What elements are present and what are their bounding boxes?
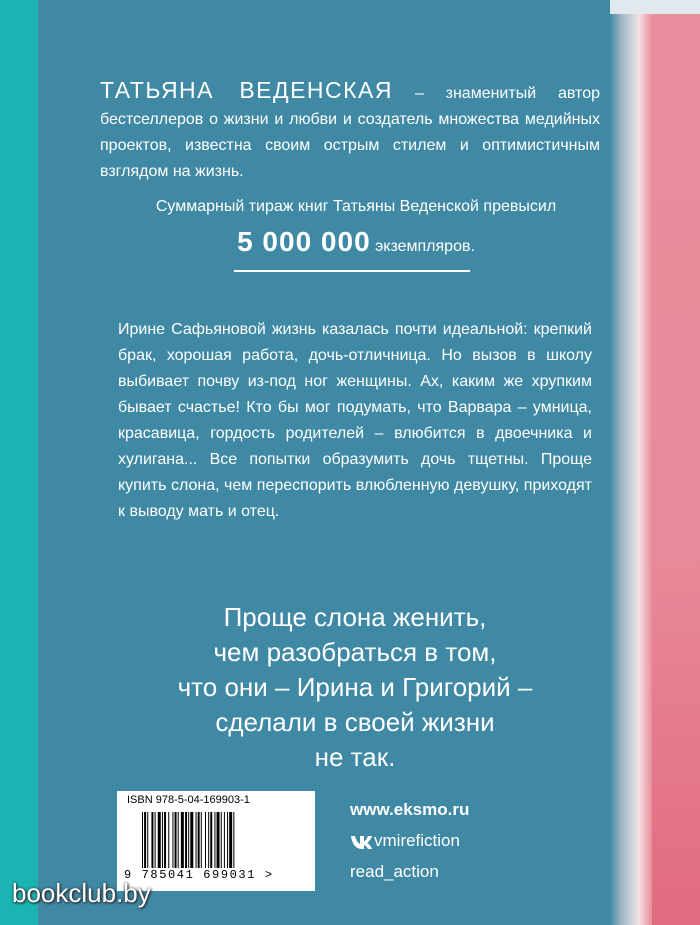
barcode-bar	[162, 812, 163, 868]
vk-icon	[350, 835, 372, 849]
barcode-bar	[164, 812, 166, 868]
slogan-line: сделали в своей жизни	[215, 707, 495, 737]
barcode-bars	[142, 812, 300, 868]
barcode-digits: 9 785041 699031 >	[124, 868, 274, 882]
barcode-bar	[158, 812, 161, 868]
pink-side-strip	[638, 0, 700, 925]
circulation-unit: экземпляров.	[375, 238, 475, 255]
circulation-number: 5 000 000	[237, 226, 371, 257]
barcode-bar	[151, 812, 153, 868]
slogan-line: что они – Ирина и Григорий –	[177, 672, 533, 702]
barcode-bar	[214, 812, 215, 868]
barcode-bar	[178, 812, 179, 868]
barcode-bar	[172, 812, 173, 868]
read-action-link[interactable]: read_action	[350, 862, 439, 881]
top-edge-strip	[610, 0, 700, 14]
barcode-bar	[210, 812, 212, 868]
barcode-bar	[205, 812, 206, 868]
barcode-bar	[227, 812, 228, 868]
author-bio-text: – знаменитый автор бестселлеров о жизни и любви и создатель множества медийных проектов, известна своим острым стилем и оптимистичным взглядом на жизнь.	[100, 85, 600, 180]
vk-handle: vmirefiction	[374, 831, 460, 850]
slogan-line: Проще слона женить,	[223, 602, 487, 632]
barcode-bar	[221, 812, 222, 868]
slogan	[100, 600, 610, 775]
vk-link[interactable]	[350, 831, 469, 862]
watermark: bookclub.by	[12, 878, 151, 908]
site-link[interactable]: www.eksmo.ru	[350, 800, 470, 819]
barcode-bar	[217, 812, 220, 868]
white-side-strip	[610, 0, 638, 925]
barcode-bar	[142, 812, 143, 868]
author-bio	[100, 77, 600, 185]
barcode-bar	[175, 812, 177, 868]
barcode-bar	[147, 812, 148, 868]
synopsis-paragraph: Ирине Сафьяновой жизнь казалась почти идеальной: крепкий брак, хорошая работа, дочь-отличница. Но вызов в школу выбивает почву из-под ног женщины. Ах, каким же хрупким бывает счастье! Кто бы мог подумать, что Варвара – умница, красавица, гордость родителей – влюбится в двоечника и хулигана... Все попытки образумить дочь тщетны. Проще купить слона, чем переспорить влюбленную девушку, приходят к выводу мать и отец.	[118, 321, 592, 520]
barcode-bar	[201, 812, 202, 868]
barcode-bar	[185, 812, 187, 868]
barcode-bar	[155, 812, 156, 868]
barcode-bar	[208, 812, 209, 868]
isbn-text: ISBN 978-5-04-169903-1	[127, 794, 250, 806]
barcode-bar	[229, 812, 232, 868]
barcode-bar	[188, 812, 189, 868]
barcode-bar	[181, 812, 184, 868]
slogan-line: не так.	[314, 742, 396, 772]
barcode-bar	[196, 812, 197, 868]
teal-side-strip	[0, 0, 38, 925]
barcode-bar	[233, 812, 234, 868]
publisher-links	[350, 800, 469, 893]
slogan-line: чем разобраться в том,	[213, 637, 497, 667]
barcode-bar	[168, 812, 169, 868]
author-name: ТАТЬЯНА ВЕДЕНСКАЯ	[100, 77, 393, 103]
barcode-bar	[198, 812, 200, 868]
barcode-bar	[190, 812, 193, 868]
barcode-bar	[224, 812, 225, 868]
circulation-text: Суммарный тираж книг Татьяны Веденской превысил	[155, 198, 557, 215]
divider-line	[234, 270, 470, 272]
circulation-figure	[116, 226, 596, 258]
barcode-bar	[144, 812, 146, 868]
